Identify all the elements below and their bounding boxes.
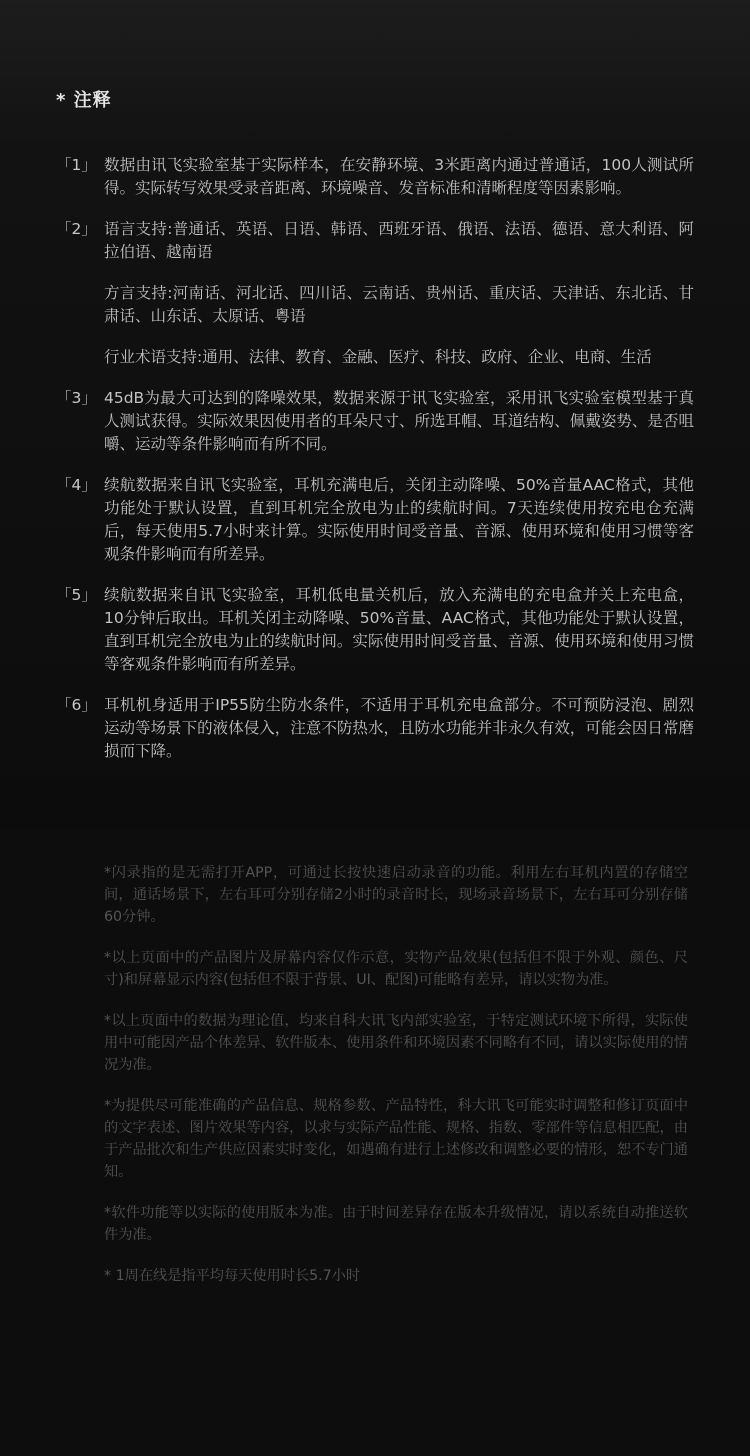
- note-body: [104, 584, 694, 676]
- note-paragraph: 语言支持:普通话、英语、日语、韩语、西班牙语、俄语、法语、德语、意大利语、阿拉伯语、越南语: [104, 220, 694, 261]
- section-title: * 注释: [56, 90, 112, 111]
- note-item: [56, 584, 696, 676]
- note-index: 「3」: [56, 389, 97, 407]
- note-paragraph: 续航数据来自讯飞实验室，耳机充满电后，关闭主动降噪、50%音量AAC格式，其他功能处于默认设置，直到耳机完全放电为止的续航时间。7天连续使用按充电仓充满后，每天使用5.7小时来计算。实际使用时间受音量、音源、使用环境和使用习惯等客观条件影响而有所差异。: [104, 476, 694, 563]
- note-body: [104, 218, 694, 369]
- note-paragraph: 方言支持:河南话、河北话、四川话、云南话、贵州话、重庆话、天津话、东北话、甘肃话、山东话、太原话、粤语: [104, 284, 694, 325]
- disclaimer-list: [104, 862, 688, 1306]
- note-index: 「6」: [56, 696, 97, 714]
- disclaimer-item: *闪录指的是无需打开APP，可通过长按快速启动录音的功能。利用左右耳机内置的存储空间，通话场景下，左右耳可分别存储2小时的录音时长，现场录音场景下，左右耳可分别存储60分钟。: [104, 865, 688, 925]
- note-paragraph: 45dB为最大可达到的降噪效果，数据来源于讯飞实验室，采用讯飞实验室模型基于真人测试获得。实际效果因使用者的耳朵尺寸、所选耳帽、耳道结构、佩戴姿势、是否咀嚼、运动等条件影响而有所不同。: [104, 389, 694, 453]
- note-index: 「1」: [56, 156, 97, 174]
- note-index: 「5」: [56, 586, 97, 604]
- note-item: [56, 154, 696, 200]
- disclaimer-item: *以上页面中的产品图片及屏幕内容仅作示意，实物产品效果(包括但不限于外观、颜色、尺寸)和屏幕显示内容(包括但不限于背景、UI、配图)可能略有差异，请以实物为准。: [104, 950, 688, 988]
- note-body: [104, 474, 694, 566]
- note-item: [56, 474, 696, 566]
- note-paragraph: 续航数据来自讯飞实验室，耳机低电量关机后，放入充满电的充电盒并关上充电盒，10分钟后取出。耳机关闭主动降噪、50%音量、AAC格式，其他功能处于默认设置，直到耳机完全放电为止的续航时间。实际使用时间受音量、音源、使用环境和使用习惯等客观条件影响而有所差异。: [104, 586, 694, 673]
- disclaimer-item: *为提供尽可能准确的产品信息、规格参数、产品特性，科大讯飞可能实时调整和修订页面中的文字表述、图片效果等内容，以求与实际产品性能、规格、指数、零部件等信息相匹配，由于产品批次和生产供应因素实时变化，如遇确有进行上述修改和调整必要的情形，恕不专门通知。: [104, 1098, 688, 1180]
- disclaimer-item: *以上页面中的数据为理论值，均来自科大讯飞内部实验室，于特定测试环境下所得，实际使用中可能因产品个体差异、软件版本、使用条件和环境因素不同略有不同，请以实际使用的情况为准。: [104, 1013, 688, 1073]
- note-paragraph: 行业术语支持:通用、法律、教育、金融、医疗、科技、政府、企业、电商、生活: [104, 348, 652, 366]
- notes-list: [56, 154, 696, 781]
- note-item: [56, 694, 696, 763]
- disclaimer-item: * 1周在线是指平均每天使用时长5.7小时: [104, 1268, 361, 1284]
- note-body: [104, 694, 694, 763]
- note-index: 「4」: [56, 476, 97, 494]
- note-item: [56, 387, 696, 456]
- note-item: [56, 218, 696, 369]
- note-paragraph: 数据由讯飞实验室基于实际样本，在安静环境、3米距离内通过普通话，100人测试所得。实际转写效果受录音距离、环境噪音、发音标准和清晰程度等因素影响。: [104, 156, 694, 197]
- note-index: 「2」: [56, 220, 97, 238]
- note-paragraph: 耳机机身适用于IP55防尘防水条件，不适用于耳机充电盒部分。不可预防浸泡、剧烈运动等场景下的液体侵入，注意不防热水，且防水功能并非永久有效，可能会因日常磨损而下降。: [104, 696, 694, 760]
- disclaimer-item: *软件功能等以实际的使用版本为准。由于时间差异存在版本升级情况，请以系统自动推送软件为准。: [104, 1205, 688, 1243]
- note-body: [104, 387, 694, 456]
- note-body: [104, 154, 694, 200]
